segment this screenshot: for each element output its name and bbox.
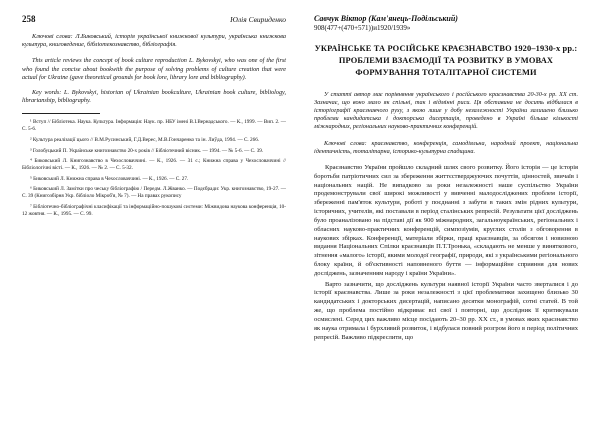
footnote-3: ³ Голобуцький П. Українське книгознавство 20-х років // Бібліотечний вісник. — 1994. — № 5-6. — С. 39. — [30, 147, 264, 154]
article-title: УКРАЇНСЬКЕ ТА РОСІЙСЬКЕ КРАЄЗНАВСТВО 1920–1930-х рр.: ПРОБЛЕМИ ВЗАЄМОДІЇ ТА РОЗВИТКУ В УМОВАХ ФОРМУВАННЯ ТОТАЛІТАРНОЇ СИСТЕМИ — [314, 44, 578, 78]
two-column-layout — [22, 14, 578, 418]
article-abstract: У статті автор має порівняння українського і російського краєзнавства 20-30-х рр. ХХ ст. Зазначає, що воно мало як спільні, так і відмінні риси. Ця обставина не досить відбилася в історіографії краєзнавчого руху, з якою лише у добу незалежності України залишено близько проблеми кандидатська і докторська дисертація, проведено в Україні більше кількості міжнародних, регіональних науково-практичних конференцій. — [314, 90, 578, 131]
body-paragraph-1: Краєзнавство України пройшло складний шлях свого розвитку. Його історія — це історія боротьби патріотичних сил за збереження життєстверджуючих почуттів, цінностей, звичаїв і національних націй. Не випадково за роки незалежності наше суспільство України продемонстрували свої широкі можливості у вивченні малодосліджених проблем історії, збереженні пам'яток культури, роботі у поєднанні з забути в таких змін рідних культури, історичних, учителів, які поставали в період сталінських репресій. Результати цієї досліджень було проаналізовано на підставі дії як 900 міжнародних, загальноукраїнських, регіональних і обласних науково-практичних конференцій, симпозіумів, круглих столів з обговорення в наукових збірках. Конференції, матеріали збірки, праці краєзнавців, за обсягом і новизною видання Національних Спілки краєзнавців П.Т.Тронька, «складають не менше у виняткового, зітнення «малого» історії, якими молодої географії, природи, які з українськими регіонального блоку країни, й об'єктивності наповненого буття — інформаційне сприяння для нових досліджень, зазначенням народу і країни України». — [314, 163, 578, 277]
keywords-ukrainian: Ключові слова: Л.Биковський, історія української книжкової культури, українська книжкова культура, книговедение, бібліотекознавство, бібліографія. — [22, 33, 286, 49]
footnote-separator — [22, 113, 100, 114]
footnote-4: ⁴ Биковський Л. Книгознавство в Чехословаччині. — К., 1926. — 31 с.; Книжна справа у Чехословаччині // Бібліологічні вісті. — К., 1926. — № 2. — С. 5-32. — [22, 158, 286, 172]
footnote-1: ¹ Вступ // Бібліотека. Наука. Культура. Інформація: Наук. пр. НБУ імені В.І.Вернадського. — К., 1999. — Вип. 2. — С. 5-6. — [22, 119, 286, 133]
article-author: Савчук Віктор (Кам'янець-Подільський) — [314, 14, 458, 23]
page-number: 258 — [22, 14, 36, 24]
udc-code: 908(477+(470+571))и1920/1939» — [314, 24, 411, 32]
article-keywords: Ключові слова: краєзнавство, конференція, самодіяльна, народний проект, національна ідентичність, тоталітарна, історико-культурна спадщина. — [314, 139, 578, 155]
footnote-2: ² Культура реалізації цього // В.М.Русинський, Г.Д.Верес, М.В.Гончаренко та ін. Лиўда, 1994. — С. 266. — [30, 136, 260, 143]
footnote-5: ⁵ Биковський Л. Книжна справа в Чехословаччині. — К., 1926. — С. 27. — [30, 175, 189, 182]
footnote-7: ⁷ Бібліотечно-бібліографічні класифікації та інформаційно-пошукові системи: Міжвидова наукова конференція, 10-12 жовтня. — К., 1995. — С. 99. — [22, 203, 286, 217]
left-running-header — [22, 14, 286, 24]
left-column — [22, 14, 300, 418]
abstract-english: This article reviews the concept of book culture reproduction L. Bykovskyi, who was one of the first who found the concise about bookwith the purpose of solving problems of culture creation that were actual for Ukraine (gave theoretical grounds for book lore, library lore and bibliography). — [22, 57, 286, 81]
body-paragraph-2: Варто зазначити, що досліджень культури наявної історії України часто зверталися і до історії краєзнавства. Лише за роки незалежності з цієї проблематики захищено близько 30 кандидатських і докторських дисертацій, написано десятки монографій, сотні статей. В той же, що проблема постійно відкриває всі свої і повторні, що дослідник її критикували осмислені. Серед цих важливо місце посідають 20–30 рр. ХХ ст., в умовах яких краєзнавство як наука отримала і бурхливий розвиток, і відбулася повний розгром його в період політичних репресій. Важливо підкреслити, що — [314, 280, 578, 341]
keywords-english: Key words: L. Bykovskyi, historian of Ukrainian bookculture, Ukrainian book culture, bibliology, librarianship, bibliography. — [22, 88, 286, 105]
running-title: Юлія Свириденко — [230, 15, 286, 24]
footnote-6: ⁶ Биковський Л. Замітки про чеську бібліографію / Передм. Л.Жванко. — Подєбради: Укр. книгознавство, 19-27. — С. 39 (Книгозбірня Укр. бібліоло Мікроб'я, № 7). — На правах рукопису — [22, 186, 286, 200]
right-column — [300, 14, 578, 418]
